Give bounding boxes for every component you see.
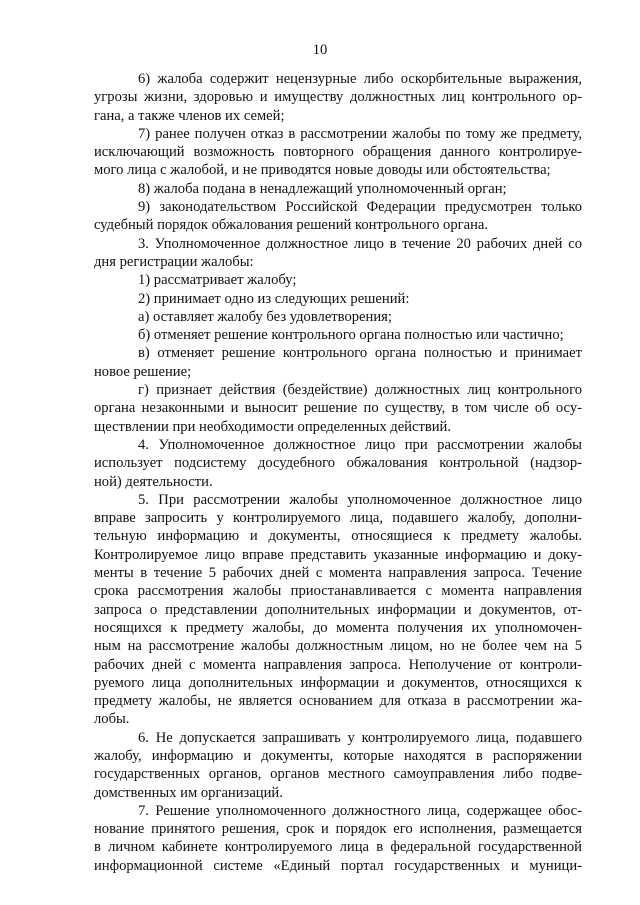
text-line: 3. Уполномоченное должностное лицо в течение 20 рабочих дней со xyxy=(138,235,582,252)
page-number: 10 xyxy=(312,42,328,58)
text-line: 2) принимает одно из следующих решений: xyxy=(138,290,410,307)
text-line: ществлении при необходимости определенных действий. xyxy=(94,418,451,435)
text-line: г) признает действия (бездействие) должностных лиц контрольного xyxy=(138,382,582,399)
text-line: в личном кабинете контролируемого лица в федеральной государственной xyxy=(94,839,582,856)
text-line: домственных им организаций. xyxy=(94,784,283,801)
text-line: гана, а также членов их семей; xyxy=(94,107,285,124)
text-line: 1) рассматривает жалобу; xyxy=(138,272,297,289)
text-line: ной) деятельности. xyxy=(94,473,213,490)
text-line: срока рассмотрения жалобы приостанавливается с момента направления xyxy=(94,583,582,600)
text-line: мого лица с жалобой, и не приводятся новые доводы или обстоятельства; xyxy=(94,162,551,179)
text-line: нование принятого решения, срок и порядок его исполнения, размещается xyxy=(94,821,582,838)
text-line: новое решение; xyxy=(94,363,192,380)
text-line: исключающий возможность повторного обращения данного контролируе- xyxy=(94,144,582,161)
text-line: судебный порядок обжалования решений контрольного органа. xyxy=(94,217,489,234)
text-line: информационной системе «Единый портал государственных и муници- xyxy=(94,857,582,874)
text-line: предмету жалобы, не является основанием для отказа в рассмотрении жа- xyxy=(94,693,582,710)
text-line: 6. Не допускается запрашивать у контролируемого лица, подавшего xyxy=(138,729,582,746)
text-line: 6) жалоба содержит нецензурные либо оскорбительные выражения, xyxy=(138,71,582,87)
text-line: вправе запросить у контролируемого лица, подавшего жалобу, дополни- xyxy=(94,510,582,527)
text-line: носящихся к предмету жалобы, до момента получения их уполномочен- xyxy=(94,619,582,636)
text-line: 8) жалоба подана в ненадлежащий уполномоченный орган; xyxy=(138,180,507,197)
text-line: органа незаконными и выносит решение по существу, в том числе об осу- xyxy=(94,400,582,417)
text-line: а) оставляет жалобу без удовлетворения; xyxy=(138,308,392,325)
text-line: 7. Решение уполномоченного должностного лица, содержащее обос- xyxy=(138,802,582,819)
body-text xyxy=(94,70,582,875)
text-line: ным на рассмотрение жалобы должностным лицом, но не более чем на 5 xyxy=(94,638,582,655)
text-line: использует подсистему досудебного обжалования контрольной (надзор- xyxy=(94,455,582,472)
text-line: 5. При рассмотрении жалобы уполномоченное должностное лицо xyxy=(138,491,582,508)
text-line: 9) законодательством Российской Федерации предусмотрен только xyxy=(138,199,582,216)
text-line: запроса о представлении дополнительных информации и документов, от- xyxy=(94,601,582,618)
text-line: рабочих дней с момента направления запроса. Неполучение от контроли- xyxy=(94,656,582,673)
text-line: государственных органов, органов местного самоуправления либо подве- xyxy=(94,766,582,783)
text-line: жалобу, информацию и документы, которые находятся в распоряжении xyxy=(94,747,582,764)
text-line: дня регистрации жалобы: xyxy=(94,253,254,270)
text-line: тельную информацию и документы, относящиеся к предмету жалобы. xyxy=(94,528,582,545)
text-line: б) отменяет решение контрольного органа полностью или частично; xyxy=(138,327,564,344)
text-line: 7) ранее получен отказ в рассмотрении жалобы по тому же предмету, xyxy=(138,125,582,142)
text-line: угрозы жизни, здоровью и имуществу должностных лиц контрольного ор- xyxy=(94,89,582,106)
text-line: менты в течение 5 рабочих дней с момента направления запроса. Течение xyxy=(94,565,582,582)
text-line: руемого лица дополнительных информации и документов, относящихся к xyxy=(94,674,582,691)
text-line: лобы. xyxy=(94,711,130,728)
text-line: в) отменяет решение контрольного органа полностью и принимает xyxy=(138,345,582,362)
text-line: Контролируемое лицо вправе представить указанные информацию и доку- xyxy=(94,546,582,563)
text-line: 4. Уполномоченное должностное лицо при рассмотрении жалобы xyxy=(138,436,582,453)
